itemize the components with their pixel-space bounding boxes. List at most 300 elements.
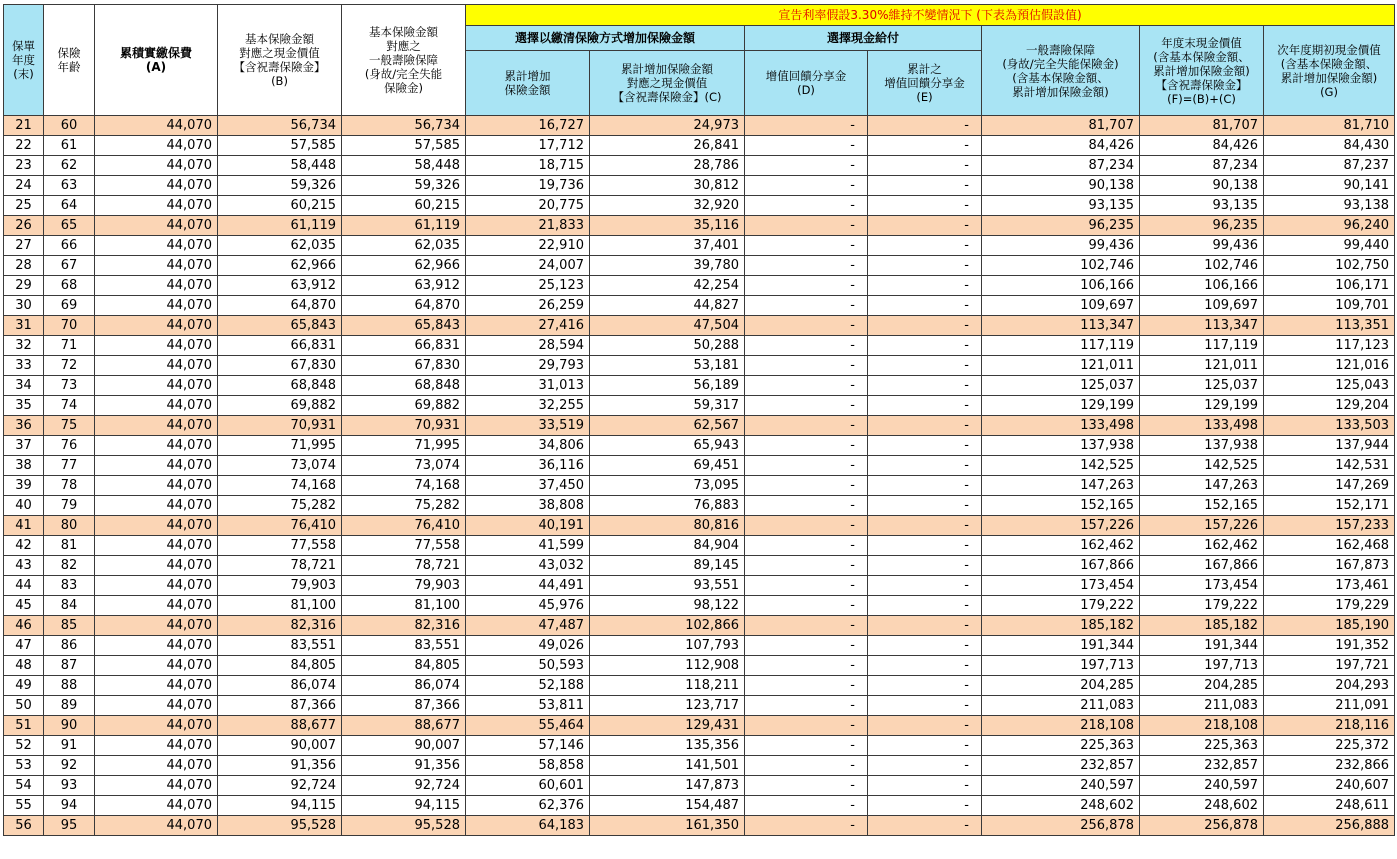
- cell-insured-age: 91: [44, 736, 95, 756]
- cell-renewal-dividend: -: [745, 256, 868, 276]
- cell-basic-cash-value: 87,366: [218, 696, 342, 716]
- cell-insured-age: 82: [44, 556, 95, 576]
- cell-general-life-protection: 167,866: [982, 556, 1140, 576]
- cell-cumulative-premium: 44,070: [95, 216, 218, 236]
- table-row: [4, 796, 1395, 816]
- cell-cumulative-premium: 44,070: [95, 376, 218, 396]
- cell-cumulative-renewal-dividend: -: [868, 196, 982, 216]
- cell-general-life-protection: 125,037: [982, 376, 1140, 396]
- cell-basic-cash-value: 63,912: [218, 276, 342, 296]
- cell-renewal-dividend: -: [745, 516, 868, 536]
- cell-cumulative-premium: 44,070: [95, 536, 218, 556]
- cell-next-year-cash-value: 117,123: [1264, 336, 1395, 356]
- cell-cumulative-added-amount: 62,376: [466, 796, 590, 816]
- cell-basic-cash-value: 76,410: [218, 516, 342, 536]
- header-group-cash-payment: 選擇現金給付: [745, 26, 982, 51]
- cell-year-end-cash-value: 162,462: [1140, 536, 1264, 556]
- cell-basic-death-benefit: 79,903: [342, 576, 466, 596]
- cell-basic-death-benefit: 75,282: [342, 496, 466, 516]
- header-line: (含基本保險金額、: [1012, 70, 1109, 85]
- cell-basic-cash-value: 62,966: [218, 256, 342, 276]
- cell-cumulative-added-amount: 43,032: [466, 556, 590, 576]
- cell-cumulative-premium: 44,070: [95, 716, 218, 736]
- cell-year-end-cash-value: 84,426: [1140, 136, 1264, 156]
- cell-policy-year: 37: [4, 436, 44, 456]
- cell-cumulative-added-cash-value: 141,501: [590, 756, 745, 776]
- cell-cumulative-premium: 44,070: [95, 476, 218, 496]
- cell-basic-cash-value: 90,007: [218, 736, 342, 756]
- cell-basic-death-benefit: 76,410: [342, 516, 466, 536]
- cell-insured-age: 69: [44, 296, 95, 316]
- cell-policy-year: 28: [4, 256, 44, 276]
- table-row: [4, 176, 1395, 196]
- cell-year-end-cash-value: 197,713: [1140, 656, 1264, 676]
- cell-policy-year: 24: [4, 176, 44, 196]
- table-row: [4, 776, 1395, 796]
- cell-renewal-dividend: -: [745, 396, 868, 416]
- cell-insured-age: 75: [44, 416, 95, 436]
- cell-next-year-cash-value: 152,171: [1264, 496, 1395, 516]
- table-row: [4, 456, 1395, 476]
- cell-renewal-dividend: -: [745, 296, 868, 316]
- table-row: [4, 236, 1395, 256]
- cell-basic-cash-value: 62,035: [218, 236, 342, 256]
- cell-cumulative-added-amount: 17,712: [466, 136, 590, 156]
- table-row: [4, 476, 1395, 496]
- cell-next-year-cash-value: 179,229: [1264, 596, 1395, 616]
- cell-cumulative-added-amount: 22,910: [466, 236, 590, 256]
- cell-insured-age: 67: [44, 256, 95, 276]
- cell-basic-death-benefit: 82,316: [342, 616, 466, 636]
- cell-renewal-dividend: -: [745, 456, 868, 476]
- cell-general-life-protection: 256,878: [982, 816, 1140, 836]
- cell-basic-death-benefit: 84,805: [342, 656, 466, 676]
- cell-basic-cash-value: 82,316: [218, 616, 342, 636]
- cell-basic-death-benefit: 87,366: [342, 696, 466, 716]
- cell-cumulative-premium: 44,070: [95, 416, 218, 436]
- cell-cumulative-added-amount: 58,858: [466, 756, 590, 776]
- table-row: [4, 196, 1395, 216]
- cell-next-year-cash-value: 93,138: [1264, 196, 1395, 216]
- cell-general-life-protection: 121,011: [982, 356, 1140, 376]
- cell-insured-age: 70: [44, 316, 95, 336]
- cell-cumulative-added-cash-value: 42,254: [590, 276, 745, 296]
- cell-basic-death-benefit: 77,558: [342, 536, 466, 556]
- cell-cumulative-renewal-dividend: -: [868, 736, 982, 756]
- cell-insured-age: 79: [44, 496, 95, 516]
- cell-renewal-dividend: -: [745, 696, 868, 716]
- header-line: 累計增加保險金額): [1012, 84, 1109, 99]
- table-row: [4, 396, 1395, 416]
- cell-cumulative-added-amount: 40,191: [466, 516, 590, 536]
- table-row: [4, 316, 1395, 336]
- header-line: 保險金): [384, 81, 423, 95]
- cell-general-life-protection: 87,234: [982, 156, 1140, 176]
- cell-renewal-dividend: -: [745, 676, 868, 696]
- cell-general-life-protection: 232,857: [982, 756, 1140, 776]
- cell-basic-cash-value: 64,870: [218, 296, 342, 316]
- cell-policy-year: 32: [4, 336, 44, 356]
- table-row: [4, 436, 1395, 456]
- cell-year-end-cash-value: 152,165: [1140, 496, 1264, 516]
- header-line: 累計增加: [504, 69, 551, 83]
- cell-insured-age: 71: [44, 336, 95, 356]
- cell-renewal-dividend: -: [745, 496, 868, 516]
- cell-cumulative-added-amount: 36,116: [466, 456, 590, 476]
- cell-basic-cash-value: 74,168: [218, 476, 342, 496]
- cell-year-end-cash-value: 191,344: [1140, 636, 1264, 656]
- cell-policy-year: 48: [4, 656, 44, 676]
- cell-next-year-cash-value: 167,873: [1264, 556, 1395, 576]
- cell-next-year-cash-value: 185,190: [1264, 616, 1395, 636]
- cell-cumulative-renewal-dividend: -: [868, 376, 982, 396]
- cell-cumulative-added-amount: 19,736: [466, 176, 590, 196]
- header-renewal-dividend: [745, 51, 868, 116]
- cell-cumulative-added-cash-value: 59,317: [590, 396, 745, 416]
- cell-policy-year: 42: [4, 536, 44, 556]
- cell-policy-year: 54: [4, 776, 44, 796]
- cell-general-life-protection: 109,697: [982, 296, 1140, 316]
- cell-next-year-cash-value: 113,351: [1264, 316, 1395, 336]
- cell-cumulative-added-amount: 16,727: [466, 116, 590, 136]
- table-row: [4, 676, 1395, 696]
- cell-basic-death-benefit: 62,035: [342, 236, 466, 256]
- cell-basic-cash-value: 94,115: [218, 796, 342, 816]
- header-line: (D): [797, 83, 815, 97]
- cell-general-life-protection: 90,138: [982, 176, 1140, 196]
- cell-basic-cash-value: 88,677: [218, 716, 342, 736]
- cell-basic-death-benefit: 91,356: [342, 756, 466, 776]
- table-row: [4, 736, 1395, 756]
- cell-cumulative-added-amount: 37,450: [466, 476, 590, 496]
- cell-basic-cash-value: 66,831: [218, 336, 342, 356]
- cell-cumulative-added-cash-value: 62,567: [590, 416, 745, 436]
- header-line: (身故/完全失能: [364, 67, 443, 81]
- cell-cumulative-added-amount: 45,976: [466, 596, 590, 616]
- cell-renewal-dividend: -: [745, 776, 868, 796]
- table-row: [4, 656, 1395, 676]
- header-cumulative-premium: [95, 5, 218, 116]
- table-body: [4, 116, 1395, 836]
- cell-cumulative-added-cash-value: 69,451: [590, 456, 745, 476]
- cell-year-end-cash-value: 240,597: [1140, 776, 1264, 796]
- cell-insured-age: 77: [44, 456, 95, 476]
- header-line: 【含祝壽保險金】: [233, 60, 326, 74]
- cell-renewal-dividend: -: [745, 716, 868, 736]
- cell-next-year-cash-value: 162,468: [1264, 536, 1395, 556]
- cell-cumulative-premium: 44,070: [95, 736, 218, 756]
- cell-cumulative-added-cash-value: 47,504: [590, 316, 745, 336]
- header-line: (A): [145, 60, 167, 74]
- header-general-life-protection: [982, 26, 1140, 116]
- cell-cumulative-renewal-dividend: -: [868, 176, 982, 196]
- cell-general-life-protection: 173,454: [982, 576, 1140, 596]
- header-insured-age: [44, 5, 95, 116]
- cell-cumulative-premium: 44,070: [95, 196, 218, 216]
- cell-policy-year: 23: [4, 156, 44, 176]
- cell-cumulative-premium: 44,070: [95, 336, 218, 356]
- cell-renewal-dividend: -: [745, 756, 868, 776]
- cell-insured-age: 60: [44, 116, 95, 136]
- cell-cumulative-renewal-dividend: -: [868, 716, 982, 736]
- header-line: 【含祝壽保險金】: [1155, 77, 1248, 92]
- cell-basic-cash-value: 86,074: [218, 676, 342, 696]
- cell-year-end-cash-value: 179,222: [1140, 596, 1264, 616]
- cell-renewal-dividend: -: [745, 176, 868, 196]
- cell-renewal-dividend: -: [745, 156, 868, 176]
- cell-general-life-protection: 225,363: [982, 736, 1140, 756]
- table-row: [4, 636, 1395, 656]
- header-line: 增值回饋分享金: [765, 69, 847, 83]
- table-row: [4, 256, 1395, 276]
- cell-cumulative-renewal-dividend: -: [868, 536, 982, 556]
- cell-year-end-cash-value: 113,347: [1140, 316, 1264, 336]
- cell-cumulative-added-cash-value: 39,780: [590, 256, 745, 276]
- cell-cumulative-renewal-dividend: -: [868, 336, 982, 356]
- cell-general-life-protection: 162,462: [982, 536, 1140, 556]
- cell-next-year-cash-value: 102,750: [1264, 256, 1395, 276]
- cell-renewal-dividend: -: [745, 316, 868, 336]
- cell-cumulative-premium: 44,070: [95, 496, 218, 516]
- cell-policy-year: 34: [4, 376, 44, 396]
- cell-cumulative-added-cash-value: 30,812: [590, 176, 745, 196]
- cell-general-life-protection: 147,263: [982, 476, 1140, 496]
- cell-renewal-dividend: -: [745, 476, 868, 496]
- header-line: 累計增加保險金額): [1153, 63, 1250, 78]
- cell-basic-cash-value: 60,215: [218, 196, 342, 216]
- header-line: (F)=(B)+(C): [1167, 91, 1236, 106]
- cell-next-year-cash-value: 197,721: [1264, 656, 1395, 676]
- cell-basic-cash-value: 78,721: [218, 556, 342, 576]
- cell-cumulative-renewal-dividend: -: [868, 756, 982, 776]
- cell-cumulative-added-amount: 20,775: [466, 196, 590, 216]
- table-row: [4, 596, 1395, 616]
- cell-cumulative-added-amount: 64,183: [466, 816, 590, 836]
- cell-general-life-protection: 240,597: [982, 776, 1140, 796]
- cell-year-end-cash-value: 147,263: [1140, 476, 1264, 496]
- cell-policy-year: 45: [4, 596, 44, 616]
- cell-renewal-dividend: -: [745, 196, 868, 216]
- cell-cumulative-added-cash-value: 161,350: [590, 816, 745, 836]
- cell-cumulative-premium: 44,070: [95, 356, 218, 376]
- cell-cumulative-premium: 44,070: [95, 236, 218, 256]
- table-row: [4, 496, 1395, 516]
- cell-cumulative-added-cash-value: 118,211: [590, 676, 745, 696]
- cell-basic-cash-value: 92,724: [218, 776, 342, 796]
- cell-general-life-protection: 99,436: [982, 236, 1140, 256]
- cell-cumulative-added-amount: 55,464: [466, 716, 590, 736]
- cell-renewal-dividend: -: [745, 576, 868, 596]
- cell-policy-year: 31: [4, 316, 44, 336]
- cell-basic-cash-value: 73,074: [218, 456, 342, 476]
- cell-policy-year: 47: [4, 636, 44, 656]
- table-row: [4, 576, 1395, 596]
- cell-basic-death-benefit: 60,215: [342, 196, 466, 216]
- cell-basic-cash-value: 95,528: [218, 816, 342, 836]
- cell-cumulative-renewal-dividend: -: [868, 136, 982, 156]
- cell-cumulative-added-cash-value: 84,904: [590, 536, 745, 556]
- cell-renewal-dividend: -: [745, 356, 868, 376]
- cell-year-end-cash-value: 99,436: [1140, 236, 1264, 256]
- cell-cumulative-added-amount: 25,123: [466, 276, 590, 296]
- cell-cumulative-premium: 44,070: [95, 256, 218, 276]
- header-next-year-cash-value: [1264, 26, 1395, 116]
- cell-renewal-dividend: -: [745, 136, 868, 156]
- cell-basic-cash-value: 81,100: [218, 596, 342, 616]
- header-line: 年度: [12, 53, 35, 67]
- header-line: 年齡: [57, 60, 81, 74]
- header-line: 對應之: [386, 39, 421, 53]
- cell-cumulative-premium: 44,070: [95, 156, 218, 176]
- table-row: [4, 156, 1395, 176]
- cell-policy-year: 27: [4, 236, 44, 256]
- cell-cumulative-premium: 44,070: [95, 456, 218, 476]
- cell-cumulative-premium: 44,070: [95, 276, 218, 296]
- cell-cumulative-added-cash-value: 26,841: [590, 136, 745, 156]
- cell-general-life-protection: 117,119: [982, 336, 1140, 356]
- cell-year-end-cash-value: 93,135: [1140, 196, 1264, 216]
- cell-cumulative-added-amount: 53,811: [466, 696, 590, 716]
- cell-renewal-dividend: -: [745, 236, 868, 256]
- cell-cumulative-renewal-dividend: -: [868, 356, 982, 376]
- cell-cumulative-added-amount: 27,416: [466, 316, 590, 336]
- cell-next-year-cash-value: 191,352: [1264, 636, 1395, 656]
- cell-general-life-protection: 93,135: [982, 196, 1140, 216]
- cell-next-year-cash-value: 157,233: [1264, 516, 1395, 536]
- cell-basic-death-benefit: 74,168: [342, 476, 466, 496]
- header-line: 累計增加保險金額: [621, 62, 713, 76]
- cell-year-end-cash-value: 204,285: [1140, 676, 1264, 696]
- cell-insured-age: 92: [44, 756, 95, 776]
- cell-renewal-dividend: -: [745, 816, 868, 836]
- cell-policy-year: 40: [4, 496, 44, 516]
- cell-year-end-cash-value: 232,857: [1140, 756, 1264, 776]
- cell-basic-cash-value: 58,448: [218, 156, 342, 176]
- cell-policy-year: 56: [4, 816, 44, 836]
- cell-renewal-dividend: -: [745, 336, 868, 356]
- cell-cumulative-premium: 44,070: [95, 296, 218, 316]
- illustration-table-container: [3, 4, 1395, 836]
- cell-insured-age: 74: [44, 396, 95, 416]
- header-policy-year: [4, 5, 44, 116]
- header-line: 累計之: [907, 62, 942, 76]
- cell-cumulative-premium: 44,070: [95, 396, 218, 416]
- cell-year-end-cash-value: 90,138: [1140, 176, 1264, 196]
- cell-year-end-cash-value: 102,746: [1140, 256, 1264, 276]
- cell-general-life-protection: 211,083: [982, 696, 1140, 716]
- cell-basic-cash-value: 59,326: [218, 176, 342, 196]
- header-line: 對應之現金價值: [626, 76, 708, 90]
- cell-cumulative-added-cash-value: 98,122: [590, 596, 745, 616]
- header-line: 對應之現金價值: [239, 46, 320, 60]
- cell-year-end-cash-value: 167,866: [1140, 556, 1264, 576]
- cell-cumulative-premium: 44,070: [95, 796, 218, 816]
- cell-next-year-cash-value: 204,293: [1264, 676, 1395, 696]
- header-line: (含基本保險金額、: [1280, 56, 1378, 71]
- cell-basic-death-benefit: 95,528: [342, 816, 466, 836]
- cell-next-year-cash-value: 248,611: [1264, 796, 1395, 816]
- cell-general-life-protection: 185,182: [982, 616, 1140, 636]
- header-line: 一般壽險保障: [369, 53, 438, 67]
- cell-next-year-cash-value: 256,888: [1264, 816, 1395, 836]
- cell-cumulative-premium: 44,070: [95, 116, 218, 136]
- header-line: 保單: [12, 39, 35, 53]
- cell-cumulative-added-amount: 31,013: [466, 376, 590, 396]
- cell-next-year-cash-value: 218,116: [1264, 716, 1395, 736]
- header-line: (含基本保險金額、: [1153, 49, 1250, 64]
- cell-cumulative-premium: 44,070: [95, 176, 218, 196]
- cell-cumulative-added-cash-value: 76,883: [590, 496, 745, 516]
- cell-cumulative-renewal-dividend: -: [868, 476, 982, 496]
- cell-insured-age: 66: [44, 236, 95, 256]
- cell-basic-death-benefit: 66,831: [342, 336, 466, 356]
- cell-next-year-cash-value: 173,461: [1264, 576, 1395, 596]
- cell-cumulative-added-amount: 24,007: [466, 256, 590, 276]
- cell-insured-age: 88: [44, 676, 95, 696]
- cell-basic-death-benefit: 83,551: [342, 636, 466, 656]
- cell-cumulative-premium: 44,070: [95, 316, 218, 336]
- cell-cumulative-added-cash-value: 28,786: [590, 156, 745, 176]
- table-row: [4, 136, 1395, 156]
- cell-cumulative-renewal-dividend: -: [868, 436, 982, 456]
- cell-policy-year: 21: [4, 116, 44, 136]
- cell-next-year-cash-value: 147,269: [1264, 476, 1395, 496]
- cell-insured-age: 83: [44, 576, 95, 596]
- cell-next-year-cash-value: 129,204: [1264, 396, 1395, 416]
- cell-cumulative-renewal-dividend: -: [868, 656, 982, 676]
- cell-cumulative-renewal-dividend: -: [868, 556, 982, 576]
- table-row: [4, 116, 1395, 136]
- cell-general-life-protection: 96,235: [982, 216, 1140, 236]
- cell-cumulative-added-cash-value: 44,827: [590, 296, 745, 316]
- cell-general-life-protection: 218,108: [982, 716, 1140, 736]
- cell-basic-death-benefit: 62,966: [342, 256, 466, 276]
- cell-cumulative-added-cash-value: 102,866: [590, 616, 745, 636]
- cell-insured-age: 89: [44, 696, 95, 716]
- cell-cumulative-renewal-dividend: -: [868, 516, 982, 536]
- cell-cumulative-added-cash-value: 93,551: [590, 576, 745, 596]
- cell-policy-year: 38: [4, 456, 44, 476]
- cell-general-life-protection: 191,344: [982, 636, 1140, 656]
- cell-policy-year: 30: [4, 296, 44, 316]
- cell-cumulative-added-cash-value: 50,288: [590, 336, 745, 356]
- cell-policy-year: 22: [4, 136, 44, 156]
- cell-cumulative-premium: 44,070: [95, 656, 218, 676]
- cell-cumulative-renewal-dividend: -: [868, 636, 982, 656]
- cell-renewal-dividend: -: [745, 736, 868, 756]
- cell-basic-cash-value: 65,843: [218, 316, 342, 336]
- cell-cumulative-added-amount: 49,026: [466, 636, 590, 656]
- cell-basic-death-benefit: 65,843: [342, 316, 466, 336]
- cell-cumulative-renewal-dividend: -: [868, 616, 982, 636]
- cell-cumulative-added-cash-value: 107,793: [590, 636, 745, 656]
- cell-policy-year: 26: [4, 216, 44, 236]
- cell-cumulative-renewal-dividend: -: [868, 456, 982, 476]
- cell-general-life-protection: 197,713: [982, 656, 1140, 676]
- cell-insured-age: 94: [44, 796, 95, 816]
- cell-cumulative-premium: 44,070: [95, 616, 218, 636]
- table-row: [4, 616, 1395, 636]
- cell-insured-age: 64: [44, 196, 95, 216]
- cell-renewal-dividend: -: [745, 636, 868, 656]
- cell-general-life-protection: 129,199: [982, 396, 1140, 416]
- table-row: [4, 716, 1395, 736]
- cell-cumulative-added-amount: 44,491: [466, 576, 590, 596]
- cell-policy-year: 43: [4, 556, 44, 576]
- cell-general-life-protection: 204,285: [982, 676, 1140, 696]
- table-header: [4, 5, 1395, 116]
- cell-insured-age: 61: [44, 136, 95, 156]
